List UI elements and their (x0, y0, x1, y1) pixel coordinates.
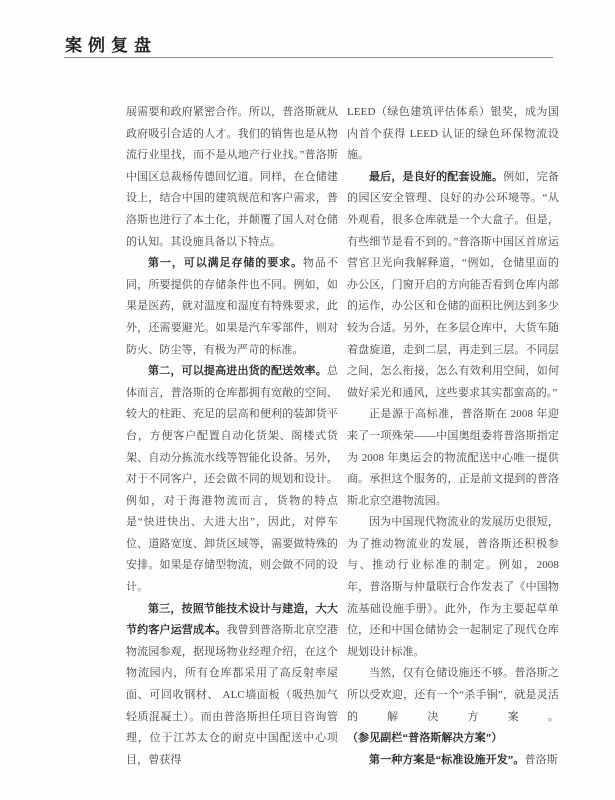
body-text: 我曾到普洛斯北京空港物流园参观，据现场物业经理介绍，在这个物流园内，所有仓库都采用了高反射率屋面、可回收钢材、 ALC墙面板（吸热加气轻质混凝土）。而由普洛斯担任项目咨询管理，位于江苏太仓的耐克中国配送中心项目，曾获得 (126, 624, 338, 766)
paragraph (126, 361, 338, 599)
body-text: 正是源于高标准，普洛斯在 2008 年迎来了一项殊荣——中国奥组委将普洛斯指定为 2008 年奥运会的物流配送中心唯一提供商。承担这个服务的，正是前文提到的普洛斯北京空港物流园。 (347, 408, 559, 507)
emphasis-text: 第三，按照节能技术设计与建造，大大节约客户运营成本。 (126, 602, 338, 637)
text-columns (126, 102, 560, 771)
body-text: 当然，仅有仓储设施还不够。普洛斯之所以受欢迎，还有一个“杀手锏”，就是灵活的解决方案。 (347, 667, 559, 723)
emphasis-text: 第一种方案是“标准设施开发”。 (369, 753, 525, 766)
header-divider (64, 57, 553, 58)
emphasis-text: （参见副栏“普洛斯解决方案”） (347, 732, 503, 745)
paragraph (126, 599, 338, 772)
body-text: 物品不同，所要提供的存储条件也不同。例如，如果是医药，就对温度和湿度有特殊要求，此外，还需要避光。如果是汽车零部件，则对防火、防尘等，有极为严苛的标准。 (126, 257, 338, 356)
right-column (347, 102, 559, 771)
body-text: 总体而言，普洛斯的仓库都拥有宽敞的空间、较大的柱距、充足的层高和便利的装卸货平台，方便客户配置自动化货架、阁楼式货架、自动分拣流水线等智能化设备。另外，对于不同客户，还会做不同的规划和设计。例如，对于海港物流而言，货物的特点是“快进快出、大进大出”，因此，对停车位、道路宽度、卸货区域等，需要做特殊的安排。如果是存储型物流，则会做不同的设计。 (126, 365, 338, 594)
left-column (126, 102, 338, 771)
paragraph (347, 750, 559, 772)
body-text: 普洛斯 (524, 753, 558, 766)
paragraph (347, 663, 559, 749)
body-text: 因为中国现代物流业的发展历史很短，为了推动物流业的发展，普洛斯还积极参与、推动行业标准的制定。例如，2008 年，普洛斯与仲量联行合作发表了《中国物流基础设施手册》。此外，作为主要起草单位，还和中国仓储协会一起制定了现代仓库规划设计标准。 (347, 516, 559, 658)
paragraph (126, 253, 338, 361)
emphasis-text: 第一，可以满足存储的要求。 (148, 257, 304, 270)
emphasis-text: 最后，是良好的配套设施。 (369, 170, 504, 183)
paragraph (347, 167, 559, 405)
body-text: 展需要和政府紧密合作。所以，普洛斯就从政府吸引合适的人才。我们的销售也是从物流行业里找，而不是从地产行业找。”普洛斯中国区总裁杨传德回忆道。同样，在仓储建设上，结合中国的建筑规范和客户需求，普洛斯也进行了本土化，并颠覆了国人对仓储的认知。其设施具备以下特点。 (126, 106, 338, 248)
body-text: 例如，完备的园区安全管理、良好的办公环境等。“从外观看，很多仓库就是一个大盒子。但是，有些细节是看不到的。”普洛斯中国区首席运营官卫光向我解释道，“例如，仓储里面的办公区，门窗开启的方向能否看到仓库内部的运作，办公区和仓储的面积比例达到多少较为合适。另外，在多层仓库中，大货车随着盘旋道，走到二层，再走到三层。不同层之间，怎么衔接，怎么有效利用空间，如何做好采光和通风，这些要求其实都蛮高的。” (347, 170, 559, 399)
paragraph (347, 512, 559, 663)
paragraph (347, 102, 559, 167)
body-text: LEED（绿色建筑评估体系）银奖，成为国内首个获得 LEED 认证的绿色环保物流设施。 (347, 106, 559, 162)
paragraph (347, 404, 559, 512)
page-title: 案例复盘 (65, 36, 157, 55)
paragraph (126, 102, 338, 253)
emphasis-text: 第二，可以提高进出货的配送效率。 (148, 365, 327, 378)
